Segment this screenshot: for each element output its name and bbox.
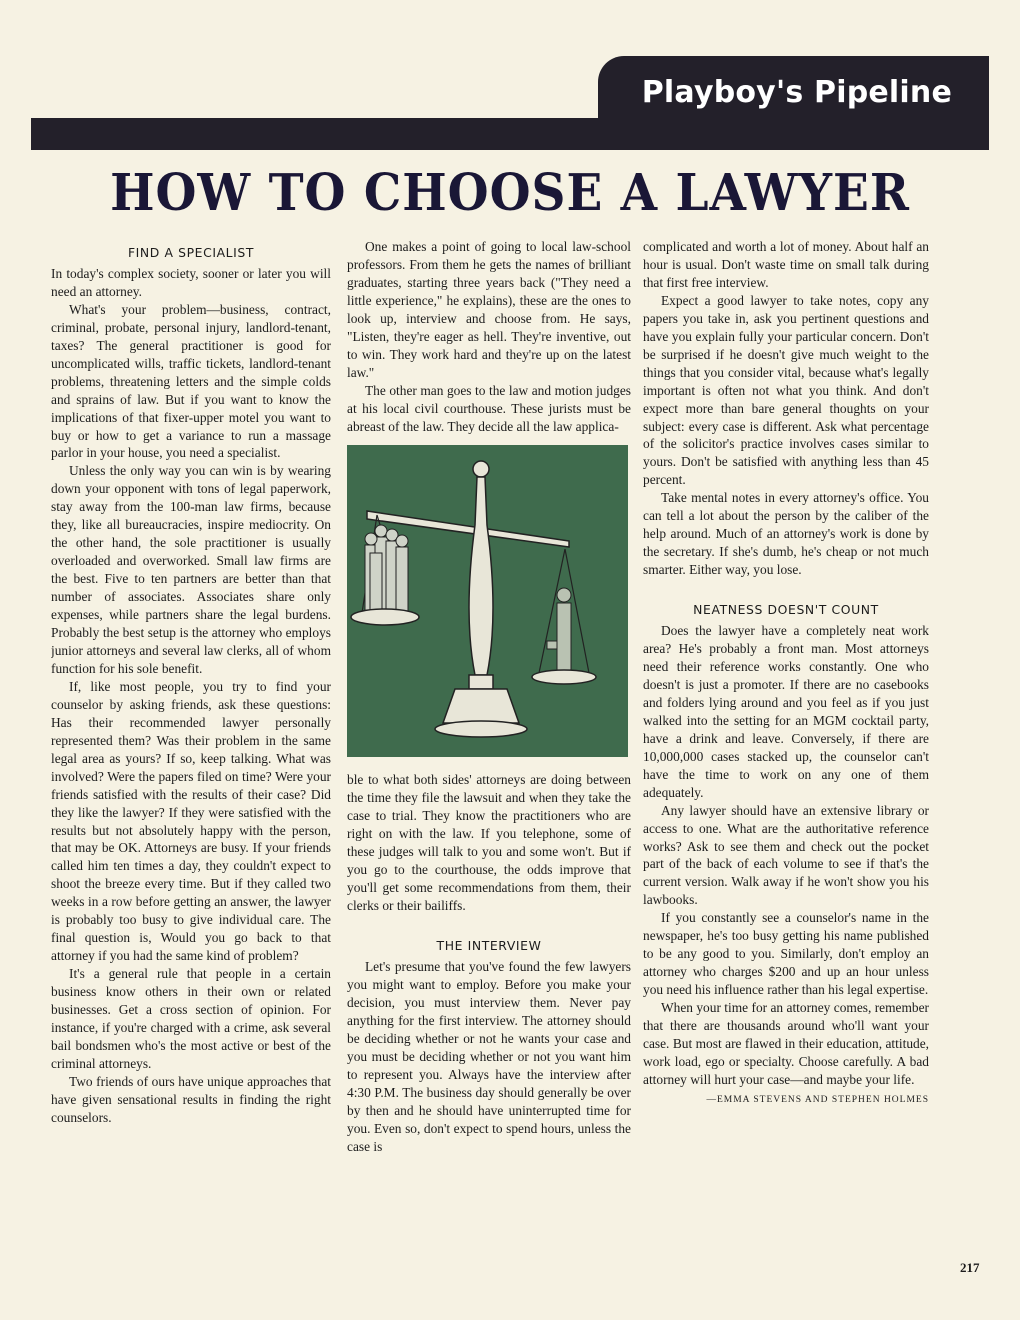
paragraph: What's your problem—business, contract, criminal, probate, personal injury, landlord-tenant, taxes? The general practitioner is good for uncomplicated wills, traffic tickets, landlord-tenant problems, threatening letters and the simple colds and sprains of law. But if you want to know the implications of that fixer-upper motel you want to buy or how to get a variance to run a massage parlor in your house, you need a specialist. bbox=[51, 301, 331, 461]
paragraph: One makes a point of going to local law-school professors. From them he gets the names of brilliant graduates, starting three years back ("They need a little experience," he explains), these are the ones to look up, interview and choose from. He says, "Listen, they're eager as hell. They're inventive, out to win. They work hard and they're up on the latest law." bbox=[347, 239, 631, 380]
article-column-2 bbox=[347, 238, 631, 1278]
page-number: 217 bbox=[960, 1260, 980, 1275]
paragraph: The other man goes to the law and motion judges at his local civil courthouse. These jurists must be abreast of the law. They decide all the law applica- bbox=[347, 382, 631, 434]
paragraph: Two friends of ours have unique approaches that have given sensational results in finding the right counselors. bbox=[51, 1073, 331, 1125]
paragraph: In today's complex society, sooner or later you will need an attorney. bbox=[51, 265, 331, 299]
paragraph: ble to what both sides' attorneys are doing between the time they file the lawsuit and when they take the case to trial. They know the practitioners who are right on with the law. If you telephone, some of these judges will talk to you and some won't. But if you go to the courthouse, the odds improve that you'll get some recommendations from them, their clerks or their bailiffs. bbox=[347, 772, 631, 914]
paragraph: If, like most people, you try to find your counselor by asking friends, ask these questions: Has their recommended lawyer personally represented them? Was their problem in the same legal area as yours? If so, keep talking. What was involved? Were the papers filed on time? Were your friends satisfied with the results of their case? Did they like the lawyer? If they were satisfied with the results but not absolutely happy with the person, that may be OK. Attorneys are busy. If your friends called him ten times a day, they couldn't expect to shoot the breeze every time. But if they called two weeks in a row before getting an answer, the lawyer is probably too busy to give individual care. The final question is, Would you go back to that attorney if you had the same kind of problem? bbox=[51, 678, 331, 964]
header-bar bbox=[31, 118, 989, 150]
subhead-interview: THE INTERVIEW bbox=[436, 938, 542, 954]
paragraph: Let's presume that you've found the few lawyers you might want to employ. Before you make your decision, you must interview them. Never pay anything for the first interview. The attorney should be deciding whether or not he wants your case and you must be deciding whether or not you want him to represent you. Always have the interview after 4:30 P.M. The business day should generally be over by then and he should have uninterrupted time for you. Even so, don't expect to spend hours, unless the case is bbox=[347, 959, 631, 1154]
byline: —EMMA STEVENS AND STEPHEN HOLMES bbox=[706, 1094, 929, 1105]
paragraph: complicated and worth a lot of money. About half an hour is usual. Don't waste time on small talk during that first free interview. bbox=[643, 239, 929, 290]
paragraph: When your time for an attorney comes, remember that there are thousands around who'll want your case. But most are flawed in their education, attitude, work load, ego or specialty. Choose carefully. A bad attorney will hurt your case—and maybe your life. bbox=[643, 1000, 929, 1087]
paragraph: It's a general rule that people in a certain business know others in their own or related businesses. Get a cross section of opinion. For instance, if you're charged with a crime, ask several bail bondsmen who's the most active or best of the criminal attorneys. bbox=[51, 966, 331, 1071]
scales-of-justice-illustration bbox=[347, 445, 628, 757]
paragraph: If you constantly see a counselor's name in the newspaper, he's too busy getting his name published to be any good to you. Similarly, don't employ an attorney who charges $200 and up an hour unless you need his influence rather than his legal expertise. bbox=[643, 910, 929, 998]
paragraph: Does the lawyer have a completely neat work area? He's probably a front man. Most attorneys need their reference works constantly. One who doesn't is just a promoter. If there are no casebooks and folders lying around and you feel as if you just walked into the setting for an MGM cocktail party, have a drink and leave. Conversely, if there are 10,000,000 cases stacked up, the counselor can't have the time to work on any one of them adequately. bbox=[643, 623, 929, 800]
paragraph: Expect a good lawyer to take notes, copy any papers you take in, ask you pertinent questions and have you explain fully your particular concern. Don't be surprised if he doesn't give much weight to the things that you consider vital, because what's legally important is often not what you think. And don't expect more than bare general thoughts on your subject: every case is different. Ask what percentage of the solicitor's practice involves cases similar to yours. Don't be satisfied with anything less than 45 percent. bbox=[643, 292, 929, 488]
subhead-neatness: NEATNESS DOESN'T COUNT bbox=[693, 602, 879, 618]
subhead-find-specialist: FIND A SPECIALIST bbox=[127, 245, 255, 260]
article-column-1 bbox=[51, 238, 331, 1278]
article-column-3 bbox=[643, 238, 929, 1278]
scales-illustration-svg bbox=[347, 445, 628, 757]
article-headline: HOW TO CHOOSE A LAWYER bbox=[110, 163, 910, 224]
paragraph: Unless the only way you can win is by wearing down your opponent with tons of legal paperwork, stay away from the 100-man law firms, because they, like all bureaucracies, inspire mediocrity. On the other hand, the sole practitioner is usually overloaded and overworked. Small law firms are the best. Five to ten partners are better than that number of associates. Associates share only expenses, while partners share the legal burdens. Probably the best setup is the attorney who employs junior attorneys and several law clerks, all of whom function for his sole benefit. bbox=[51, 463, 331, 676]
paragraph: Take mental notes in every attorney's office. You can tell a lot about the person by the caliber of the help around. Much of an attorney's work is done by the secretary. If she's dumb, he's cheap or not much smarter. Either way, you lose. bbox=[643, 490, 929, 578]
paragraph: Any lawyer should have an extensive library or access to one. What are the authoritative reference works? Ask to see them and check out the pocket part of the back of each volume to see if that's the current version. Walk away if he won't show you his lawbooks. bbox=[643, 802, 929, 908]
section-title: Playboy's Pipeline bbox=[641, 75, 952, 110]
